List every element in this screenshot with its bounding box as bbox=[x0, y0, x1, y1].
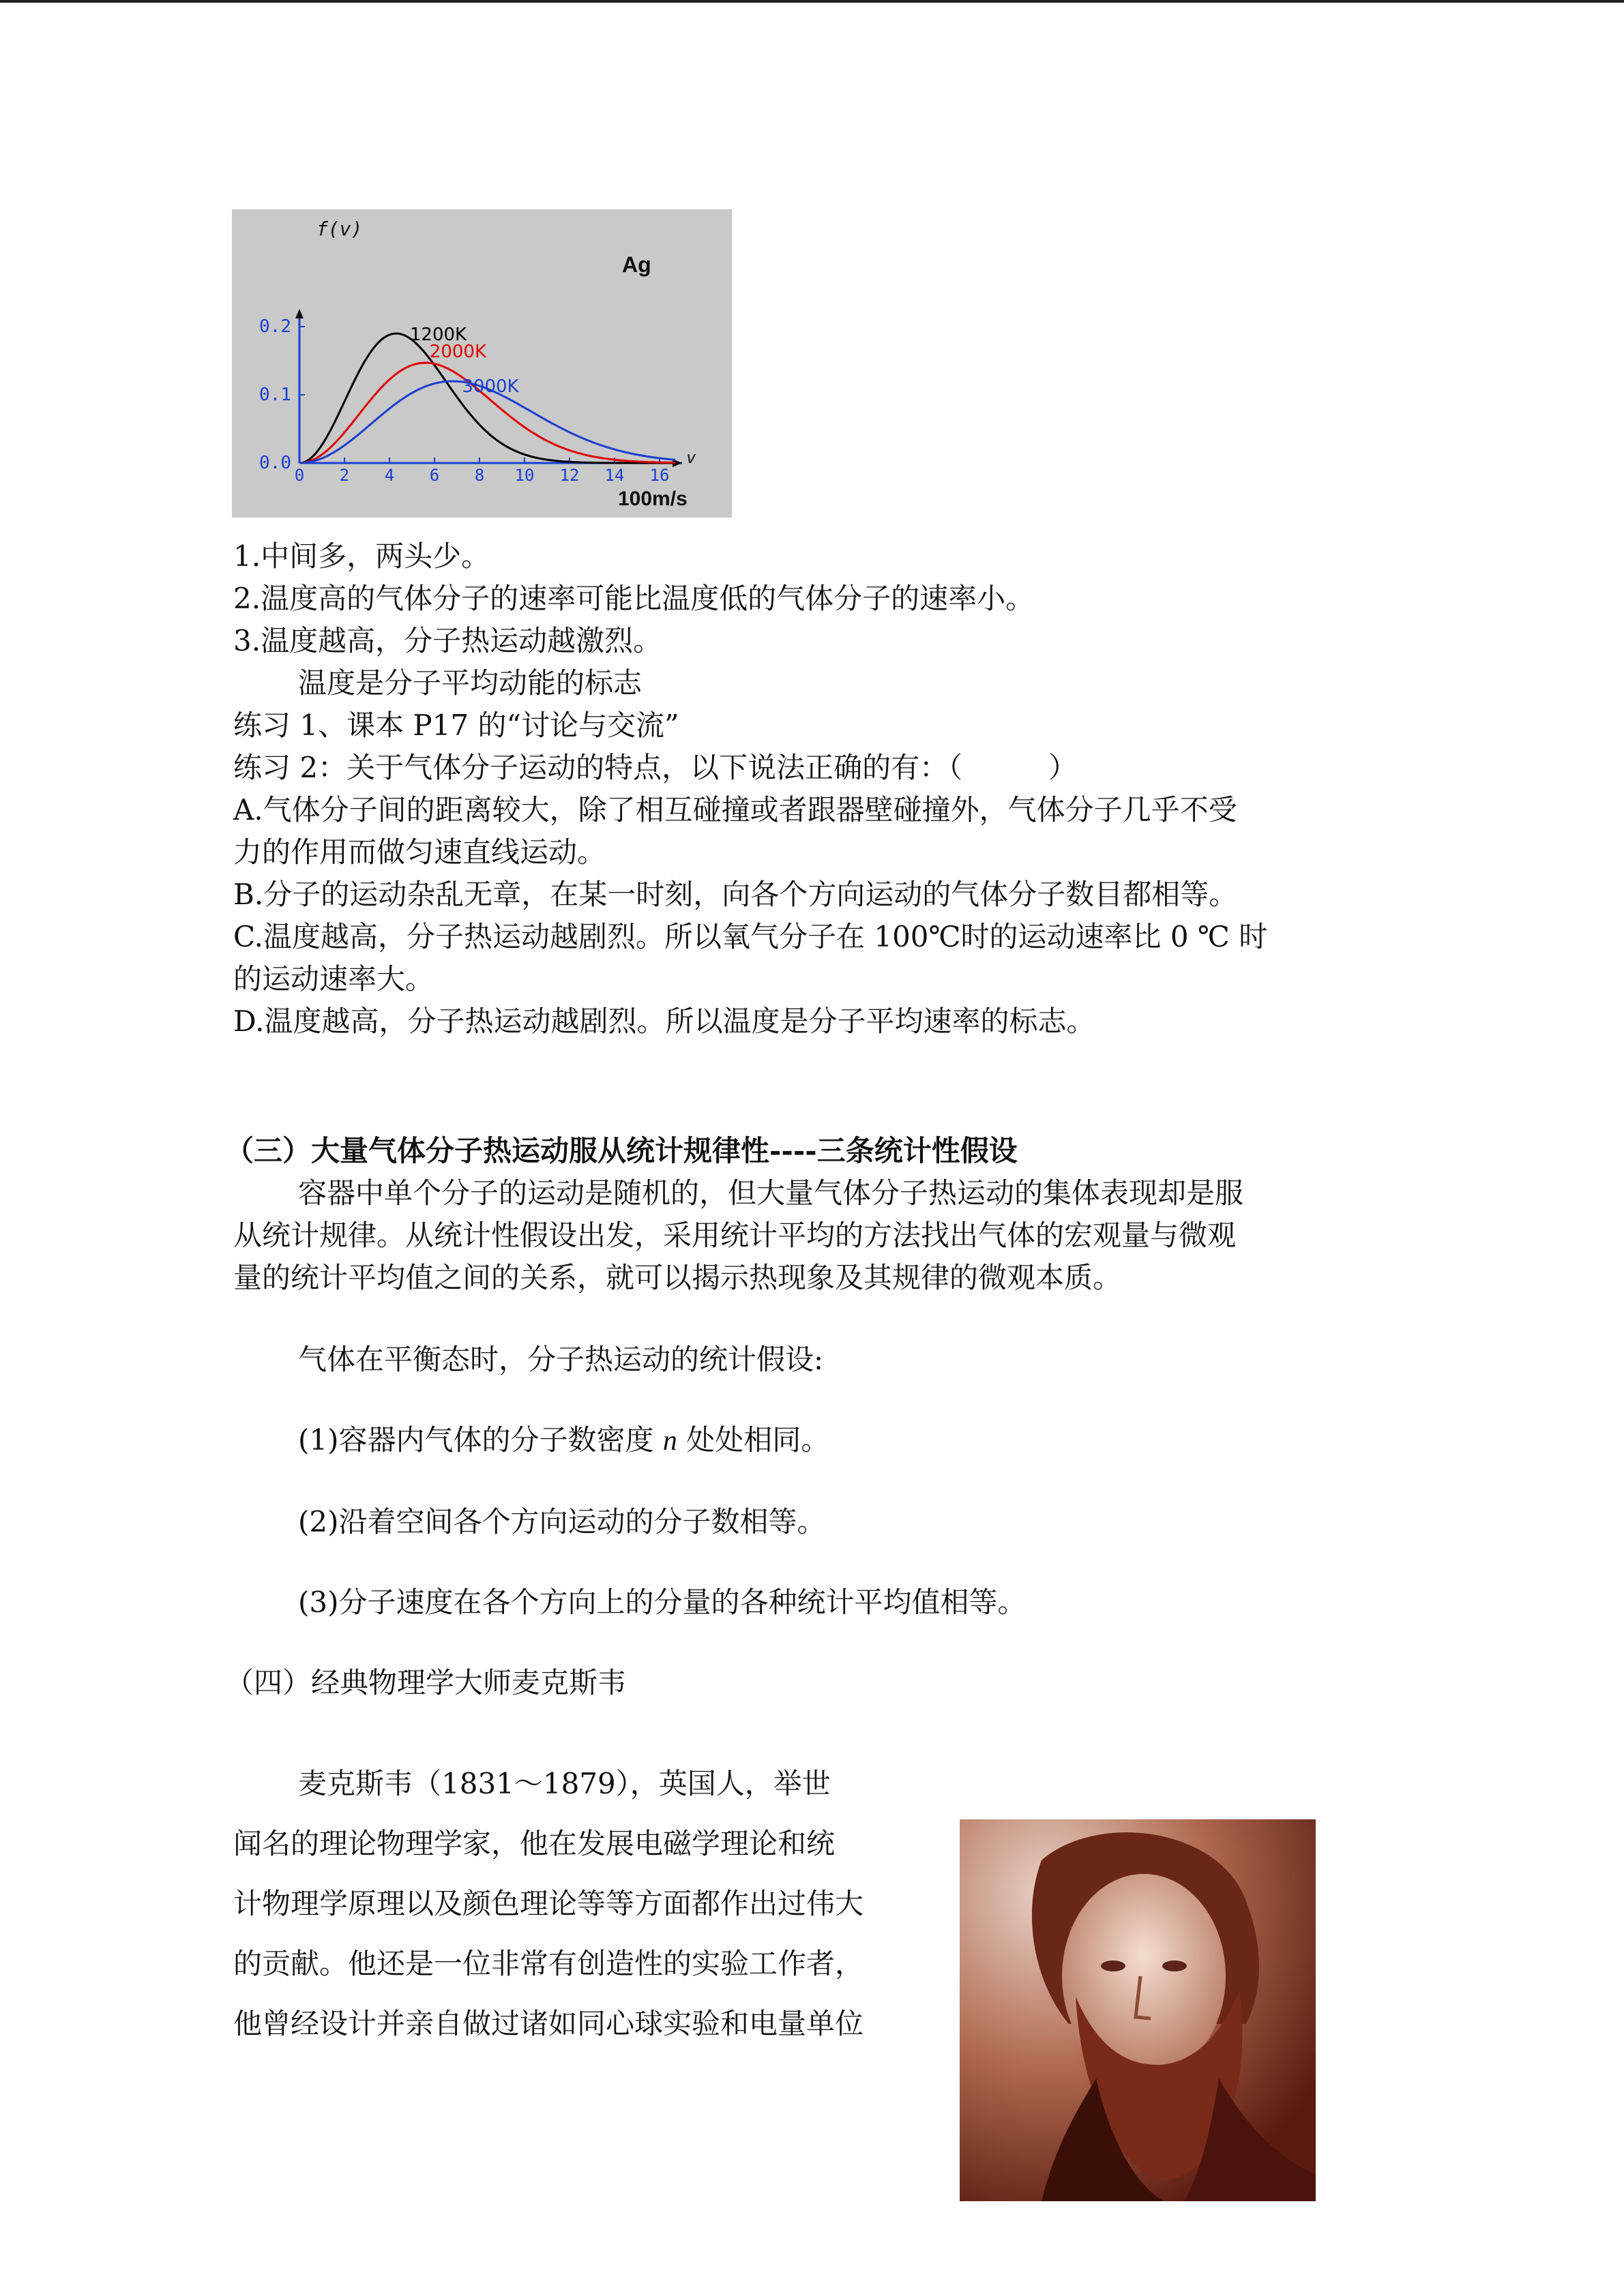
section-3-paragraph-line-2: 从统计规律。从统计性假设出发，采用统计平均的方法找出气体的宏观量与微观 bbox=[233, 1219, 1237, 1252]
curve-label-1200K: 1200K bbox=[409, 325, 467, 345]
option-c-line-1: C.温度越高，分子热运动越剧烈。所以氧气分子在 100℃时的运动速率比 0 ℃ 时 bbox=[233, 920, 1268, 953]
chart-y-label: f(v) bbox=[316, 218, 363, 240]
bio-line-4: 的贡献。他还是一位非常有创造性的实验工作者， bbox=[233, 1947, 864, 1980]
section-3-paragraph-line-3: 量的统计平均值之间的关系，就可以揭示热现象及其规律的微观本质。 bbox=[233, 1261, 1122, 1294]
maxwell-distribution-chart bbox=[232, 209, 732, 518]
x-tick-label: 2 bbox=[339, 466, 350, 485]
page-top-border bbox=[0, 0, 1624, 3]
chart-x-label: v bbox=[686, 448, 696, 467]
option-a-line-1: A.气体分子间的距离较大，除了相互碰撞或者跟器壁碰撞外，气体分子几乎不受 bbox=[233, 793, 1237, 826]
section-3-heading: （三）大量气体分子热运动服从统计规律性----三条统计性假设 bbox=[225, 1134, 1018, 1167]
x-tick-label: 4 bbox=[384, 466, 395, 485]
curve-label-2000K: 2000K bbox=[429, 342, 487, 362]
chart-title: Ag bbox=[622, 252, 651, 277]
exercise-2: 练习 2：关于气体分子运动的特点，以下说法正确的有：（ ） bbox=[233, 751, 1078, 784]
y-tick-label: 0.2 bbox=[259, 316, 291, 337]
point-3: 3.温度越高，分子热运动越激烈。 bbox=[233, 624, 662, 657]
option-d: D.温度越高，分子热运动越剧烈。所以温度是分子平均速率的标志。 bbox=[233, 1004, 1095, 1038]
hypothesis-2: (2)沿着空间各个方向运动的分子数相等。 bbox=[298, 1505, 826, 1538]
bio-line-1: 麦克斯韦（1831～1879），英国人，举世 bbox=[298, 1767, 831, 1800]
x-tick-label: 8 bbox=[474, 466, 485, 485]
exercise-1: 练习 1、课本 P17 的“讨论与交流” bbox=[233, 709, 679, 742]
bio-line-2: 闻名的理论物理学家，他在发展电磁学理论和统 bbox=[233, 1827, 836, 1860]
point-2: 2.温度高的气体分子的速率可能比温度低的气体分子的速率小。 bbox=[233, 582, 1035, 615]
bio-line-5: 他曾经设计并亲自做过诸如同心球实验和电量单位 bbox=[233, 2007, 864, 2040]
section-3-paragraph-line-1: 容器中单个分子的运动是随机的，但大量气体分子热运动的集体表现却是服 bbox=[298, 1176, 1244, 1210]
x-tick-label: 0 bbox=[294, 466, 305, 485]
bio-line-3: 计物理学原理以及颜色理论等等方面都作出过伟大 bbox=[233, 1887, 864, 1920]
x-tick-label: 12 bbox=[559, 466, 580, 485]
option-c-line-2: 的运动速率大。 bbox=[233, 962, 434, 996]
x-tick-label: 10 bbox=[514, 466, 535, 485]
temperature-note: 温度是分子平均动能的标志 bbox=[298, 666, 643, 700]
y-tick-label: 0.0 bbox=[259, 453, 291, 473]
hypothesis-1 bbox=[298, 1420, 829, 1461]
hypotheses-intro: 气体在平衡态时，分子热运动的统计假设: bbox=[298, 1343, 824, 1376]
option-a-line-2: 力的作用而做匀速直线运动。 bbox=[233, 835, 606, 869]
maxwell-portrait bbox=[960, 1819, 1316, 2201]
x-tick-label: 16 bbox=[649, 466, 670, 485]
x-tick-label: 6 bbox=[429, 466, 440, 485]
hypothesis-1-text-pre: (1)容器内气体的分子数密度 bbox=[298, 1423, 663, 1457]
option-b: B.分子的运动杂乱无章，在某一时刻，向各个方向运动的气体分子数目都相等。 bbox=[233, 878, 1238, 911]
hypothesis-1-variable: n bbox=[662, 1425, 677, 1457]
section-4-heading: （四）经典物理学大师麦克斯韦 bbox=[225, 1666, 627, 1699]
curve-label-3000K: 3000K bbox=[462, 376, 519, 397]
hypothesis-3: (3)分子速度在各个方向上的分量的各种统计平均值相等。 bbox=[298, 1585, 1027, 1619]
chart-x-unit: 100m/s bbox=[618, 488, 688, 510]
point-1: 1.中间多，两头少。 bbox=[233, 539, 490, 573]
hypothesis-1-text-post: 处处相同。 bbox=[677, 1423, 830, 1457]
y-tick-label: 0.1 bbox=[259, 385, 291, 405]
x-tick-label: 14 bbox=[604, 466, 625, 485]
